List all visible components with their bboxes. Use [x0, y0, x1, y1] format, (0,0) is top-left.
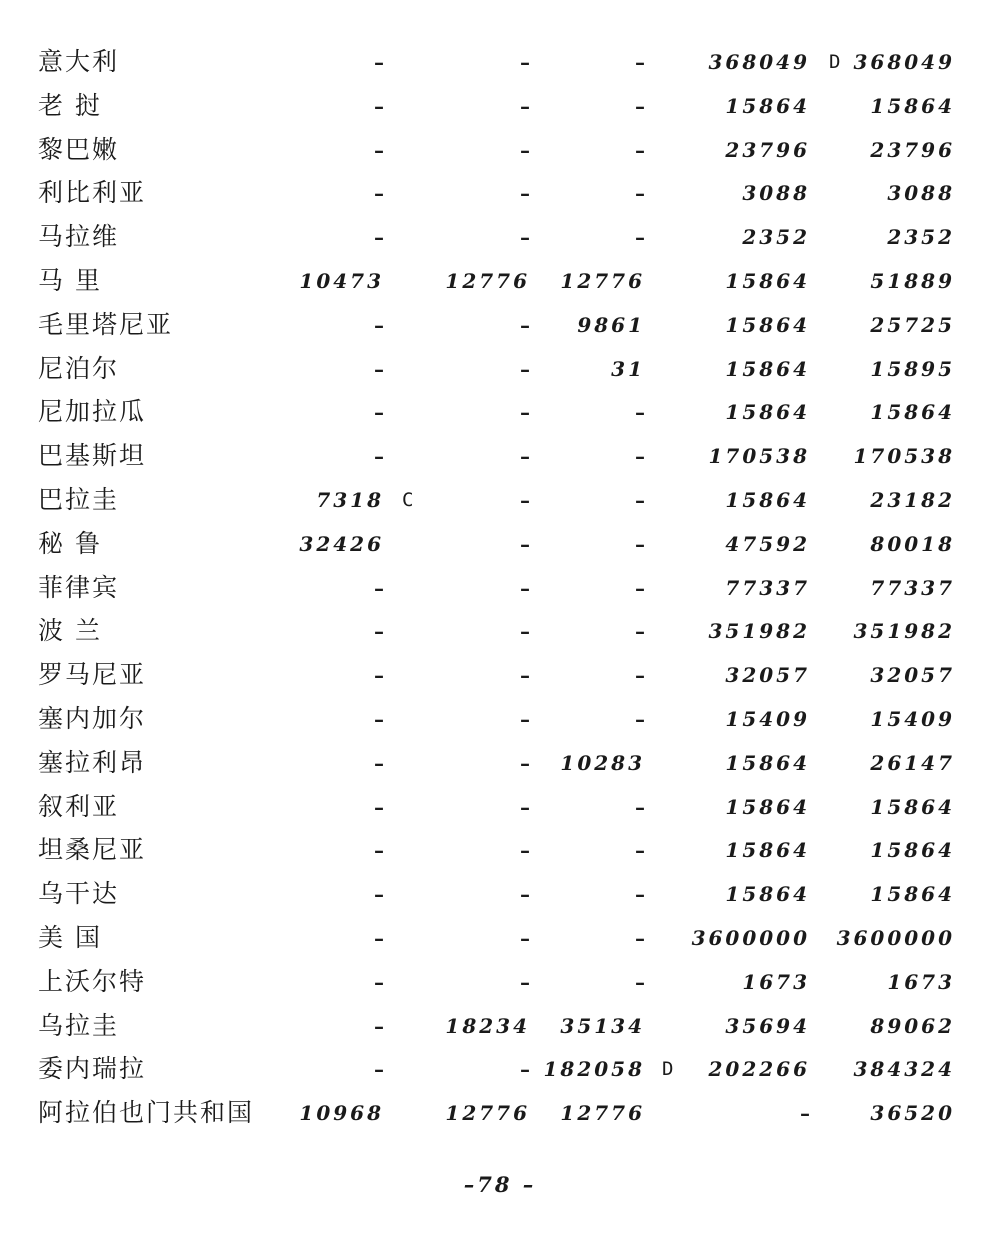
- value-cell-c2: –: [520, 444, 530, 469]
- value-cell-c2: –: [520, 794, 530, 819]
- value-cell-c1: –: [374, 93, 384, 118]
- country-name: 乌干达: [38, 879, 120, 909]
- value-cell-c1: –: [374, 1013, 384, 1038]
- value-cell-c4: 15864: [725, 356, 810, 381]
- footnote-marker: C: [402, 489, 414, 511]
- value-cell-c5: 89062: [870, 1013, 955, 1038]
- country-name: 马 里: [38, 266, 102, 295]
- country-name: 阿拉伯也门共和国: [38, 1098, 255, 1128]
- value-cell-c3: –: [635, 181, 645, 206]
- table-row: [0, 173, 1000, 213]
- value-cell-c2: –: [520, 400, 530, 425]
- table-row: [0, 874, 1000, 914]
- country-name: 波 兰: [38, 616, 102, 646]
- value-cell-c3: 9861: [577, 312, 645, 337]
- country-name: 委内瑞拉: [38, 1054, 147, 1084]
- value-cell-c5: 170538: [853, 444, 955, 469]
- country-name: 尼泊尔: [38, 353, 120, 383]
- value-cell-c3: –: [635, 707, 645, 731]
- value-cell-c2: 12776: [445, 269, 530, 293]
- value-cell-c4: 15864: [725, 794, 810, 819]
- value-cell-c3: –: [635, 225, 645, 250]
- value-cell-c3: –: [635, 444, 645, 469]
- value-cell-c4: 77337: [725, 575, 810, 600]
- value-cell-c5: 15864: [870, 838, 955, 863]
- value-cell-c4: 15864: [725, 750, 810, 775]
- value-cell-c4: 35694: [725, 1013, 810, 1038]
- value-cell-c3: –: [635, 531, 645, 556]
- value-cell-c1: –: [374, 181, 384, 206]
- table-row: [0, 655, 1000, 695]
- country-name: 上沃尔特: [38, 966, 147, 996]
- table-row: [0, 1006, 1000, 1046]
- value-cell-c2: –: [520, 750, 530, 775]
- value-cell-c5: 1673: [887, 969, 955, 994]
- value-cell-c4: 170538: [708, 444, 810, 469]
- value-cell-c2: 18234: [445, 1013, 530, 1038]
- value-cell-c4: 32057: [725, 663, 810, 688]
- value-cell-c5: 23182: [870, 488, 955, 512]
- table-row: [0, 42, 1000, 82]
- value-cell-c4: 351982: [708, 619, 810, 644]
- value-cell-c1: –: [374, 137, 384, 162]
- table-row: [0, 830, 1000, 870]
- value-cell-c2: –: [520, 225, 530, 250]
- country-name: 乌拉圭: [38, 1010, 120, 1040]
- value-cell-c1: –: [374, 750, 384, 775]
- value-cell-c3: –: [635, 619, 645, 644]
- value-cell-c1: 10473: [299, 269, 384, 293]
- value-cell-c4: 368049: [708, 50, 810, 74]
- value-cell-c2: –: [520, 50, 530, 74]
- table-row: [0, 524, 1000, 564]
- value-cell-c5: 3088: [887, 181, 955, 206]
- country-name: 叙利亚: [38, 791, 120, 821]
- value-cell-c3: –: [635, 838, 645, 863]
- country-name: 尼加拉瓜: [38, 397, 147, 427]
- value-cell-c4: 47592: [725, 531, 810, 556]
- table-row: [0, 918, 1000, 958]
- value-cell-c3: –: [635, 663, 645, 688]
- table-row: [0, 217, 1000, 257]
- value-cell-c2: –: [520, 575, 530, 600]
- value-cell-c2: –: [520, 707, 530, 731]
- value-cell-c4: 15864: [725, 400, 810, 425]
- value-cell-c3: –: [635, 575, 645, 600]
- table-row: [0, 699, 1000, 739]
- value-cell-c2: –: [520, 619, 530, 644]
- value-cell-c3: –: [635, 794, 645, 819]
- value-cell-c2: –: [520, 969, 530, 994]
- country-name: 意大利: [38, 47, 120, 76]
- footnote-marker: D: [662, 1058, 674, 1081]
- value-cell-c1: –: [374, 707, 384, 731]
- value-cell-c4: 1673: [742, 969, 810, 994]
- value-cell-c4: 3088: [742, 181, 810, 206]
- table-row: [0, 392, 1000, 432]
- value-cell-c1: –: [374, 969, 384, 994]
- country-name: 塞内加尔: [38, 704, 147, 733]
- value-cell-c4: 15409: [725, 707, 810, 731]
- value-cell-c4: 15864: [725, 93, 810, 118]
- value-cell-c1: –: [374, 926, 384, 950]
- footnote-marker: D: [829, 51, 841, 73]
- value-cell-c4: 15864: [725, 312, 810, 337]
- value-cell-c5: 32057: [870, 663, 955, 688]
- value-cell-c5: 26147: [870, 750, 955, 775]
- value-cell-c2: –: [520, 882, 530, 907]
- value-cell-c4: 15864: [725, 269, 810, 293]
- value-cell-c5: 25725: [870, 312, 955, 337]
- country-name: 菲律宾: [38, 572, 120, 602]
- value-cell-c5: 15864: [870, 882, 955, 907]
- value-cell-c1: –: [374, 312, 384, 337]
- country-name: 秘 鲁: [38, 528, 102, 558]
- table-row: [0, 261, 1000, 301]
- table-row: [0, 962, 1000, 1002]
- value-cell-c5: 80018: [870, 531, 955, 556]
- value-cell-c5: 23796: [870, 137, 955, 162]
- value-cell-c1: 10968: [299, 1101, 384, 1126]
- value-cell-c3: –: [635, 93, 645, 118]
- country-name: 罗马尼亚: [38, 660, 147, 690]
- value-cell-c1: –: [374, 882, 384, 907]
- table-row: [0, 130, 1000, 170]
- value-cell-c5: 51889: [870, 269, 955, 293]
- value-cell-c1: –: [374, 663, 384, 688]
- value-cell-c5: 2352: [887, 225, 955, 250]
- value-cell-c1: –: [374, 838, 384, 863]
- value-cell-c4: 15864: [725, 882, 810, 907]
- value-cell-c1: –: [374, 356, 384, 381]
- country-name: 利比利亚: [38, 178, 147, 208]
- table-row: [0, 1093, 1000, 1133]
- value-cell-c1: –: [374, 444, 384, 469]
- value-cell-c4: 15864: [725, 838, 810, 863]
- country-name: 美 国: [38, 923, 102, 952]
- value-cell-c5: 15864: [870, 794, 955, 819]
- value-cell-c2: –: [520, 312, 530, 337]
- table-row: [0, 349, 1000, 389]
- value-cell-c3: –: [635, 969, 645, 994]
- value-cell-c4: 2352: [742, 225, 810, 250]
- page-number: –78 –: [463, 1172, 537, 1197]
- table-row: [0, 787, 1000, 827]
- value-cell-c2: 12776: [445, 1101, 530, 1126]
- country-name: 坦桑尼亚: [38, 835, 147, 865]
- value-cell-c5: 15864: [870, 93, 955, 118]
- value-cell-c5: 15409: [870, 707, 955, 731]
- country-name: 黎巴嫩: [38, 134, 120, 164]
- table-row: [0, 305, 1000, 345]
- value-cell-c4: 202266: [708, 1057, 810, 1082]
- country-name: 巴基斯坦: [38, 441, 147, 471]
- value-cell-c1: –: [374, 400, 384, 425]
- value-cell-c3: –: [635, 50, 645, 74]
- value-cell-c3: –: [635, 400, 645, 425]
- country-name: 老 挝: [38, 90, 102, 120]
- value-cell-c4: 15864: [725, 488, 810, 512]
- value-cell-c3: –: [635, 882, 645, 907]
- value-cell-c1: –: [374, 619, 384, 644]
- value-cell-c2: –: [520, 663, 530, 688]
- value-cell-c3: –: [635, 488, 645, 512]
- table-row: [0, 436, 1000, 476]
- value-cell-c2: –: [520, 488, 530, 512]
- value-cell-c2: –: [520, 531, 530, 556]
- value-cell-c5: 77337: [870, 575, 955, 600]
- value-cell-c3: –: [635, 137, 645, 162]
- value-cell-c3: 182058: [543, 1057, 645, 1082]
- table-row: [0, 611, 1000, 651]
- country-name: 马拉维: [38, 222, 120, 252]
- value-cell-c2: –: [520, 356, 530, 381]
- value-cell-c5: 351982: [853, 619, 955, 644]
- table-row: [0, 1049, 1000, 1089]
- value-cell-c5: 368049: [853, 50, 955, 74]
- value-cell-c4: 23796: [725, 137, 810, 162]
- value-cell-c2: –: [520, 838, 530, 863]
- value-cell-c3: 10283: [560, 750, 645, 775]
- value-cell-c1: –: [374, 225, 384, 250]
- value-cell-c5: 15895: [870, 356, 955, 381]
- value-cell-c3: 12776: [560, 1101, 645, 1126]
- value-cell-c5: 3600000: [836, 926, 955, 950]
- value-cell-c3: 35134: [560, 1013, 645, 1038]
- table-row: [0, 568, 1000, 608]
- value-cell-c5: 384324: [853, 1057, 955, 1082]
- value-cell-c5: 15864: [870, 400, 955, 425]
- value-cell-c3: 12776: [560, 269, 645, 293]
- table-row: [0, 743, 1000, 783]
- value-cell-c2: –: [520, 181, 530, 206]
- value-cell-c1: 7318: [316, 488, 384, 512]
- value-cell-c1: –: [374, 50, 384, 74]
- value-cell-c1: 32426: [299, 531, 384, 556]
- value-cell-c1: –: [374, 575, 384, 600]
- table-row: [0, 86, 1000, 126]
- value-cell-c3: 31: [611, 356, 645, 381]
- table-row: [0, 480, 1000, 520]
- value-cell-c2: –: [520, 137, 530, 162]
- value-cell-c2: –: [520, 1057, 530, 1082]
- value-cell-c1: –: [374, 794, 384, 819]
- country-name: 毛里塔尼亚: [38, 309, 174, 339]
- value-cell-c4: 3600000: [691, 926, 810, 950]
- value-cell-c5: 36520: [870, 1101, 955, 1126]
- value-cell-c1: –: [374, 1057, 384, 1082]
- value-cell-c2: –: [520, 926, 530, 950]
- country-name: 塞拉利昂: [38, 747, 147, 777]
- value-cell-c2: –: [520, 93, 530, 118]
- value-cell-c3: –: [635, 926, 645, 950]
- country-name: 巴拉圭: [38, 485, 120, 514]
- value-cell-c4: –: [800, 1101, 810, 1126]
